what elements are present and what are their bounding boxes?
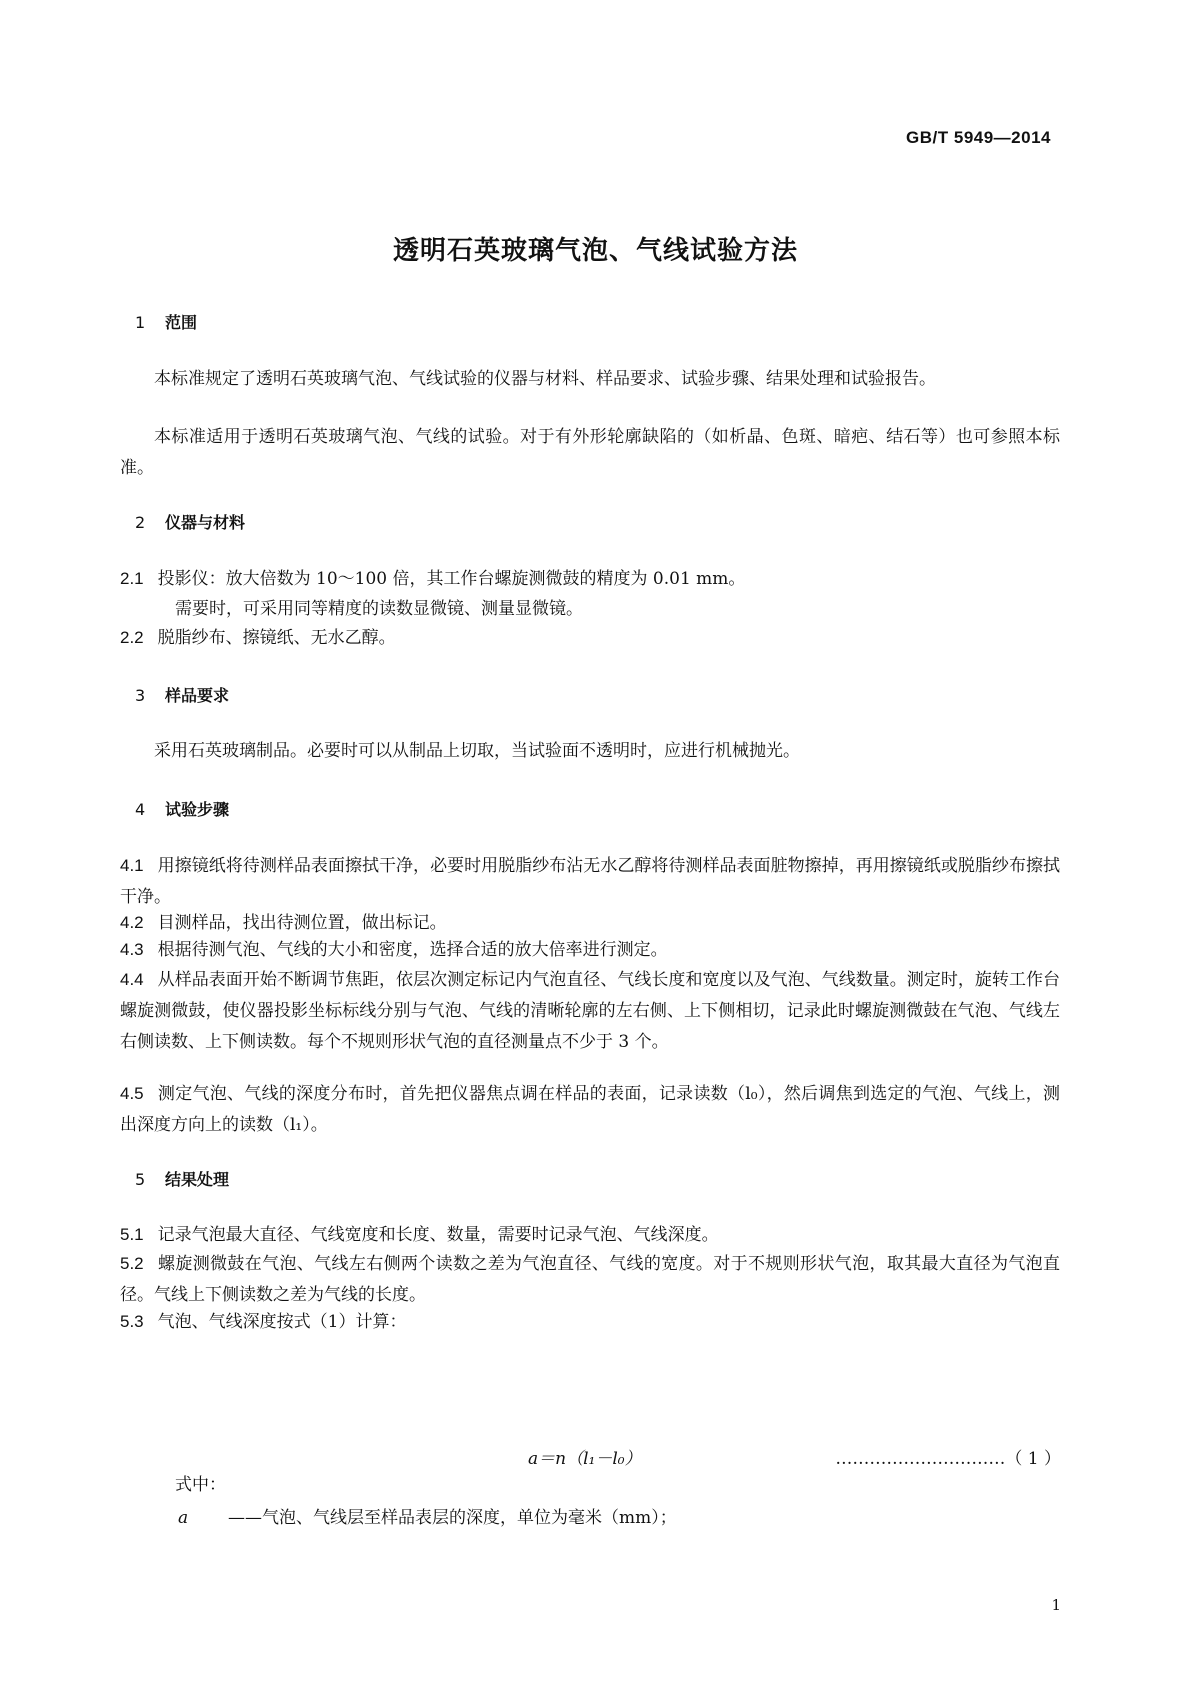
clause-text: 根据待测气泡、气线的大小和密度，选择合适的放大倍率进行测定。 (157, 940, 668, 960)
clause-4-5 (120, 1078, 1060, 1141)
clause-number: 2.1 (120, 569, 144, 588)
variable-description: ——气泡、气线层至样品表层的深度，单位为毫米（mm）； (228, 1508, 677, 1528)
clause-text: 用擦镜纸将待测样品表面擦拭干净，必要时用脱脂纱布沾无水乙醇将待测样品表面脏物擦掉，再用擦镜纸或脱脂纱布擦拭干净。 (120, 856, 1060, 907)
clause-number: 4.4 (120, 970, 144, 989)
section-number: 1 (135, 313, 146, 332)
clause-text: 测定气泡、气线的深度分布时，首先把仪器焦点调在样品的表面，记录读数（l₀），然后调焦到选定的气泡、气线上，测出深度方向上的读数（l₁）。 (120, 1084, 1060, 1135)
clause-text: 记录气泡最大直径、气线宽度和长度、数量，需要时记录气泡、气线深度。 (157, 1225, 719, 1245)
clause-number: 4.3 (120, 940, 144, 959)
section-title: 仪器与材料 (165, 513, 246, 532)
document-title: 透明石英玻璃气泡、气线试验方法 (392, 236, 798, 266)
section-title: 结果处理 (165, 1170, 230, 1189)
page-number: 1 (1051, 1596, 1061, 1614)
clause-2-2 (120, 622, 1060, 654)
clause-5-3 (120, 1306, 1060, 1338)
section-title: 范围 (165, 313, 198, 332)
clause-4-1 (120, 850, 1060, 913)
clause-number: 4.2 (120, 913, 144, 932)
section-heading-sample (135, 683, 229, 706)
scope-paragraph-2: 本标准适用于透明石英玻璃气泡、气线的试验。对于有外形轮廓缺陷的（如析晶、色斑、暗疤、结石等）也可参照本标准。 (120, 427, 1060, 478)
clause-5-1 (120, 1219, 1060, 1251)
clause-text: 螺旋测微鼓在气泡、气线左右侧两个读数之差为气泡直径、气线的宽度。对于不规则形状气泡，取其最大直径为气泡直径。气线上下侧读数之差为气线的长度。 (120, 1254, 1060, 1305)
formula-number: …………………………（ 1 ） (835, 1449, 1061, 1469)
section-number: 4 (135, 800, 146, 819)
clause-4-4 (120, 964, 1060, 1058)
section-heading-scope (135, 310, 197, 333)
section-heading-procedure (135, 797, 229, 820)
section-heading-results (135, 1167, 229, 1190)
standard-code: GB/T 5949—2014 (906, 128, 1051, 147)
section-number: 3 (135, 686, 146, 705)
clause-2-1 (120, 563, 1060, 595)
where-label: 式中： (175, 1475, 226, 1495)
variable-symbol: a (178, 1508, 189, 1528)
clause-text: 脱脂纱布、擦镜纸、无水乙醇。 (157, 628, 396, 648)
clause-number: 2.2 (120, 628, 144, 647)
section-title: 试验步骤 (165, 800, 230, 819)
section-number: 5 (135, 1170, 146, 1189)
clause-number: 4.1 (120, 856, 144, 875)
clause-number: 5.3 (120, 1312, 144, 1331)
clause-number: 5.1 (120, 1225, 144, 1244)
depth-formula: a＝n（l₁－l₀） (528, 1449, 642, 1469)
clause-text: 气泡、气线深度按式（1）计算： (157, 1312, 407, 1332)
clause-text: 目测样品，找出待测位置，做出标记。 (157, 913, 447, 933)
section-number: 2 (135, 513, 146, 532)
scope-paragraph-1: 本标准规定了透明石英玻璃气泡、气线试验的仪器与材料、样品要求、试验步骤、结果处理和试验报告。 (154, 369, 936, 389)
clause-number: 4.5 (120, 1084, 144, 1103)
sample-paragraph: 采用石英玻璃制品。必要时可以从制品上切取，当试验面不透明时，应进行机械抛光。 (154, 741, 800, 761)
clause-4-3 (120, 934, 1060, 966)
variable-definition-a (178, 1503, 677, 1534)
section-title: 样品要求 (165, 686, 230, 705)
clause-text: 从样品表面开始不断调节焦距，依层次测定标记内气泡直径、气线长度和宽度以及气泡、气线数量。测定时，旋转工作台螺旋测微鼓，使仪器投影坐标标线分别与气泡、气线的清晰轮廓的左右侧、上下侧相切，记录此时螺旋测微鼓在气泡、气线左右侧读数、上下侧读数。每个不规则形状气泡的直径测量点不少于 3 个。 (120, 970, 1060, 1052)
section-heading-instruments (135, 510, 245, 533)
clause-5-2 (120, 1248, 1060, 1311)
clause-2-1-continuation: 需要时，可采用同等精度的读数显微镜、测量显微镜。 (175, 599, 583, 619)
clause-number: 5.2 (120, 1254, 144, 1273)
clause-text: 投影仪：放大倍数为 10～100 倍，其工作台螺旋测微鼓的精度为 0.01 mm。 (157, 569, 746, 589)
